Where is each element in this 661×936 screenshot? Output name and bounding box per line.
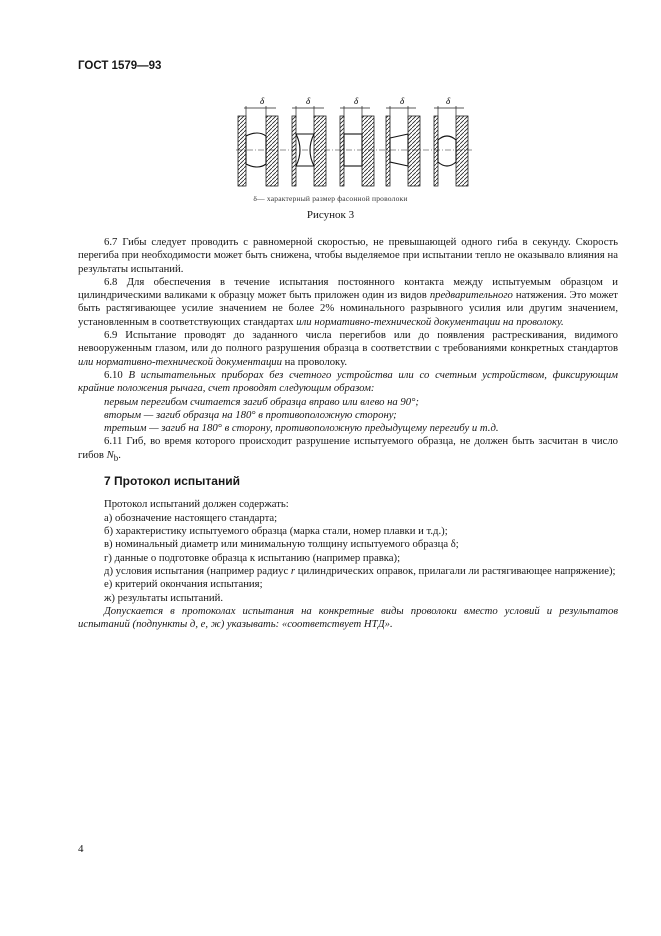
clause-6-9-emphasis: или нормативно-технической документации <box>78 355 282 368</box>
clause-6-11-variable: N <box>106 448 114 461</box>
body-text <box>78 236 618 631</box>
dimension-label-4: δ <box>400 96 405 106</box>
protocol-item-g: ж) результаты испытаний. <box>104 591 224 604</box>
clause-6-9 <box>78 329 618 369</box>
dimension-label-1: δ <box>260 96 265 106</box>
clause-6-9-text: 6.9 Испытание проводят до заданного числа перегибов или до появления растрескивания, видимого невооруженным глазом, или до полного разрушения образца в соответствии с требованиями конкретных стандартов <box>78 329 618 355</box>
wire-profiles-figure <box>236 92 472 202</box>
clause-6-10-number: 6.10 <box>104 368 129 381</box>
clause-6-11-end: . <box>118 448 121 461</box>
clause-6-8-text: 6.8 Для обеспечения в течение испытания постоянного контакта между испытуемым образцом и цилиндрическими валиками к образцу может быть приложен один из видов <box>78 275 618 302</box>
section-7-heading: 7 Протокол испытаний <box>104 474 240 489</box>
figure-caption: Рисунок 3 <box>306 209 355 221</box>
clause-6-10 <box>78 369 618 396</box>
protocol-note: Допускается в протоколах испытания на конкретные виды проволоки вместо условий и результатов испытаний (подпункты д, е, ж) указывать: «соответствует НТД». <box>78 604 618 631</box>
clause-6-10-item-2: вторым — загиб образца на 180° в противоположную сторону; <box>104 408 397 421</box>
clause-6-11-text: 6.11 Гиб, во время которого происходит разрушение испытуемого образца, не должен быть засчитан в число гибов <box>78 435 618 461</box>
protocol-item-b: б) характеристику испытуемого образца (марка стали, номер плавки и т.д.); <box>104 525 448 538</box>
protocol-item-e-text: д) условия испытания (например радиус <box>104 564 291 577</box>
page-number: 4 <box>78 843 84 855</box>
wire-profiles-diagram <box>236 92 472 202</box>
dimension-label-5: δ <box>446 96 451 106</box>
clause-6-8-emphasis-2: или нормативно-технической документации на проволоку. <box>296 315 564 328</box>
clause-6-8 <box>78 276 618 329</box>
page-header: ГОСТ 1579—93 <box>78 60 162 72</box>
clause-6-7: 6.7 Гибы следует проводить с равномерной скоростью, не превышающей одного гиба в секунду. Скорость перегиба при необходимости может быть снижена, чтобы выделяемое при испытании тепло не оказывало влияния на результаты испытаний. <box>78 236 618 275</box>
dimension-label-3: δ <box>354 96 359 106</box>
figure-note: δ— характерный размер фасонной проволоки <box>253 194 408 203</box>
clause-6-11 <box>78 435 618 465</box>
clause-6-8-text-2: натяжения. Это может быть растягивающее усилие значением не более 2% номинального разрывного усилия или другим значением, установленным в соответствующих стандартах <box>78 289 618 328</box>
clause-6-10-text: В испытательных приборах без счетного устройства или со счетным устройством, фиксирующим крайние положения рычага, счет проводят следующим образом: <box>78 368 618 395</box>
protocol-item-e-rest: цилиндрических оправок, прилагали ли растягивающее напряжение); <box>295 564 616 577</box>
section-7-intro: Протокол испытаний должен содержать: <box>104 498 289 511</box>
protocol-item-e <box>78 565 618 578</box>
protocol-item-e-variable: r <box>290 564 296 577</box>
dimension-label-2: δ <box>306 96 311 106</box>
clause-6-8-emphasis-1: предварительного <box>429 289 513 302</box>
protocol-item-f: е) критерий окончания испытания; <box>104 578 263 591</box>
clause-6-10-item-3: третьим — загиб на 180° в сторону, противоположную предыдущему перегибу и т.д. <box>104 422 499 435</box>
clause-6-10-item-1: первым перегибом считается загиб образца вправо или влево на 90°; <box>104 395 419 408</box>
clause-6-9-text-2: на проволоку. <box>281 355 348 368</box>
clause-6-11-subscript: b <box>113 452 119 463</box>
protocol-item-a: а) обозначение настоящего стандарта; <box>104 511 278 524</box>
protocol-item-d: г) данные о подготовке образца к испытанию (например правка); <box>104 551 401 564</box>
protocol-item-c: в) номинальный диаметр или минимальную толщину испытуемого образца δ; <box>104 538 459 551</box>
